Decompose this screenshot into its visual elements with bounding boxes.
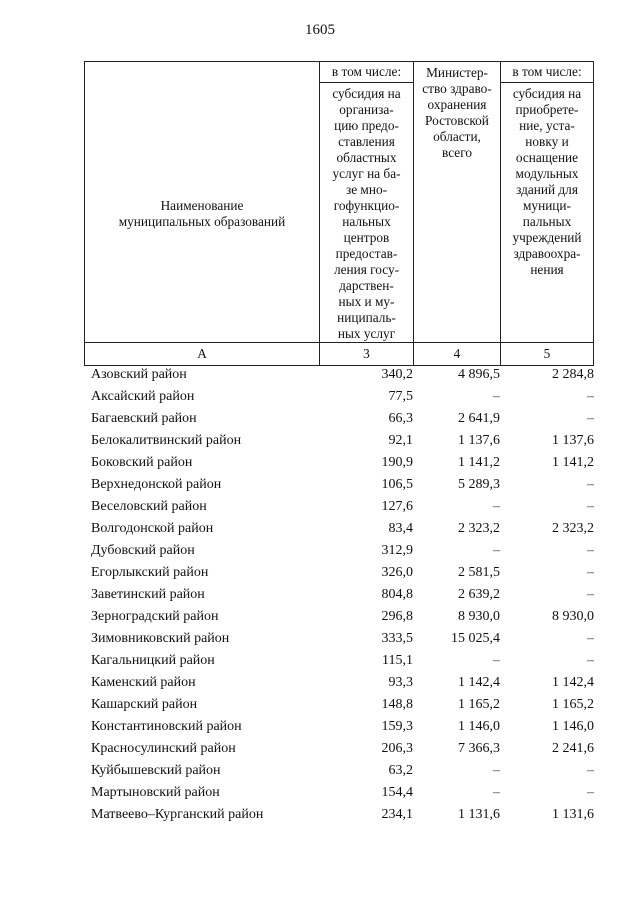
value-col4: – — [493, 785, 500, 800]
header-col4-line: охранения — [427, 97, 487, 112]
district-name: Куйбышевский район — [91, 763, 221, 778]
header-col3-line: зе мно- — [345, 182, 388, 197]
table-row — [84, 738, 594, 760]
header-col3-top: в том числе: — [320, 62, 414, 83]
value-col5: – — [587, 785, 594, 800]
header-col5-line: здравоохра- — [513, 246, 581, 261]
district-name: Белокалитвинский район — [91, 433, 242, 448]
value-col5: – — [587, 389, 594, 404]
table-row — [84, 518, 594, 540]
value-col5: 2 284,8 — [552, 367, 594, 382]
header-col3-line: субсидия на — [332, 86, 401, 101]
header-col5-line: пальных — [522, 214, 572, 229]
value-col3: 312,9 — [381, 543, 413, 558]
district-name: Кагальницкий район — [91, 653, 215, 668]
column-number-row — [85, 343, 594, 366]
header-name-column — [85, 62, 320, 343]
header-col5-top: в том числе: — [501, 62, 594, 83]
value-col3: 159,3 — [381, 719, 413, 734]
header-col5-line: ние, уста- — [519, 118, 575, 133]
column-number-3: 3 — [320, 343, 414, 366]
value-col5: 2 323,2 — [552, 521, 594, 536]
table-row — [84, 364, 594, 386]
value-col3: 106,5 — [381, 477, 413, 492]
district-name: Багаевский район — [91, 411, 197, 426]
value-col3: 66,3 — [388, 411, 413, 426]
value-col3: 190,9 — [381, 455, 413, 470]
table-row — [84, 452, 594, 474]
column-number-5: 5 — [501, 343, 594, 366]
value-col3: 154,4 — [381, 785, 413, 800]
value-col3: 234,1 — [381, 807, 413, 822]
district-name: Красносулинский район — [91, 741, 236, 756]
value-col4: 7 366,3 — [458, 741, 500, 756]
district-name: Заветинский район — [91, 587, 205, 602]
header-col3-line: ных и му- — [338, 294, 395, 309]
value-col4: – — [493, 389, 500, 404]
value-col3: 115,1 — [382, 653, 413, 668]
value-col5: – — [587, 631, 594, 646]
value-col3: 77,5 — [388, 389, 413, 404]
header-col5-line: нения — [530, 262, 564, 277]
column-number-4: 4 — [414, 343, 501, 366]
header-col5-line: муници- — [523, 198, 571, 213]
value-col4: – — [493, 543, 500, 558]
district-name: Азовский район — [91, 367, 187, 382]
district-name: Константиновский район — [91, 719, 242, 734]
table-row — [84, 430, 594, 452]
table-row — [84, 672, 594, 694]
table-row — [84, 408, 594, 430]
value-col4: 2 581,5 — [458, 565, 500, 580]
header-col4-line: Министер- — [426, 65, 488, 80]
value-col3: 206,3 — [381, 741, 413, 756]
value-col4: 1 146,0 — [458, 719, 500, 734]
value-col3: 93,3 — [388, 675, 413, 690]
header-col3-line: организа- — [339, 102, 394, 117]
value-col3: 804,8 — [381, 587, 413, 602]
header-col3-line: ных услуг — [337, 326, 396, 341]
value-col4: 1 165,2 — [458, 697, 500, 712]
value-col4: 2 639,2 — [458, 587, 500, 602]
table-row — [84, 760, 594, 782]
district-name: Каменский район — [91, 675, 196, 690]
value-col3: 340,2 — [381, 367, 413, 382]
value-col4: 1 131,6 — [458, 807, 500, 822]
table-row — [84, 628, 594, 650]
table-row — [84, 386, 594, 408]
header-col4-line: Ростовской — [425, 113, 489, 128]
district-name: Веселовский район — [91, 499, 207, 514]
value-col4: 1 141,2 — [458, 455, 500, 470]
header-col4-line: всего — [442, 145, 472, 160]
header-col3-line: дарствен- — [339, 278, 394, 293]
table-row — [84, 782, 594, 804]
header-col3-line: областных — [336, 150, 397, 165]
value-col4: – — [493, 653, 500, 668]
district-name: Аксайский район — [91, 389, 195, 404]
header-col3-line: ления госу- — [333, 262, 400, 277]
table-header — [84, 61, 594, 366]
value-col3: 63,2 — [388, 763, 413, 778]
column-number-a: А — [85, 343, 320, 366]
value-col3: 83,4 — [388, 521, 413, 536]
district-name: Мартыновский район — [91, 785, 220, 800]
header-col4-ministry — [414, 62, 501, 343]
header-name-line: муниципальных образований — [118, 214, 286, 229]
header-col3-line: услуг на ба- — [332, 166, 401, 181]
header-col5-line: оснащение — [515, 150, 579, 165]
header-col5-line: субсидия на — [512, 86, 582, 101]
district-name: Зимовниковский район — [91, 631, 230, 646]
value-col4: 1 142,4 — [458, 675, 500, 690]
value-col5: 1 146,0 — [552, 719, 594, 734]
value-col5: – — [587, 653, 594, 668]
table-row — [84, 584, 594, 606]
value-col4: 5 289,3 — [458, 477, 500, 492]
header-col3-line: нальных — [342, 214, 391, 229]
value-col3: 326,0 — [381, 565, 413, 580]
table-row — [84, 474, 594, 496]
header-col5-line: приобрете- — [515, 102, 579, 117]
value-col3: 92,1 — [388, 433, 413, 448]
district-name: Волгодонской район — [91, 521, 214, 536]
value-col4: 8 930,0 — [458, 609, 500, 624]
value-col4: – — [493, 763, 500, 778]
value-col5: – — [587, 499, 594, 514]
table-row — [84, 650, 594, 672]
header-col3-line: центров — [343, 230, 390, 245]
value-col5: 1 131,6 — [552, 807, 594, 822]
value-col5: 8 930,0 — [552, 609, 594, 624]
page-number: 1605 — [305, 22, 335, 38]
header-col5-subsidy — [501, 83, 594, 343]
value-col3: 333,5 — [381, 631, 413, 646]
value-col5: 1 142,4 — [552, 675, 594, 690]
header-col4-line: области, — [433, 129, 481, 144]
value-col5: 1 165,2 — [552, 697, 594, 712]
value-col5: – — [587, 565, 594, 580]
district-name: Верхнедонской район — [91, 477, 222, 492]
district-name: Егорлыкский район — [91, 565, 209, 580]
header-col3-line: ниципаль- — [337, 310, 396, 325]
table-row — [84, 496, 594, 518]
district-name: Боковский район — [91, 455, 193, 470]
table-body — [84, 364, 594, 826]
header-col3-subsidy — [320, 83, 414, 343]
value-col5: 1 137,6 — [552, 433, 594, 448]
value-col4: 15 025,4 — [451, 631, 500, 646]
header-name-line: Наименование — [160, 198, 244, 213]
value-col3: 127,6 — [381, 499, 413, 514]
value-col3: 296,8 — [381, 609, 413, 624]
district-name: Дубовский район — [91, 543, 195, 558]
header-col3-line: ставления — [338, 134, 395, 149]
table-row — [84, 540, 594, 562]
value-col4: 1 137,6 — [458, 433, 500, 448]
value-col4: – — [493, 499, 500, 514]
header-col3-line: гофункцио- — [333, 198, 400, 213]
header-col5-line: зданий для — [516, 182, 578, 197]
table-row — [84, 562, 594, 584]
table-row — [84, 804, 594, 826]
header-col5-line: модульных — [515, 166, 579, 181]
value-col5: – — [587, 411, 594, 426]
table-row — [84, 716, 594, 738]
header-col5-line: новку и — [525, 134, 569, 149]
value-col3: 148,8 — [381, 697, 413, 712]
value-col5: 2 241,6 — [552, 741, 594, 756]
header-col4-line: ство здраво- — [422, 81, 492, 96]
district-name: Зерноградский район — [91, 609, 219, 624]
district-name: Кашарский район — [91, 697, 198, 712]
table-row — [84, 694, 594, 716]
header-col3-line: цию предо- — [334, 118, 399, 133]
value-col5: – — [587, 587, 594, 602]
value-col5: – — [587, 763, 594, 778]
table-row — [84, 606, 594, 628]
value-col5: 1 141,2 — [552, 455, 594, 470]
value-col5: – — [587, 477, 594, 492]
value-col5: – — [587, 543, 594, 558]
value-col4: 2 323,2 — [458, 521, 500, 536]
value-col4: 4 896,5 — [458, 367, 500, 382]
district-name: Матвеево–Курганский район — [91, 807, 264, 822]
header-col3-line: предостав- — [335, 246, 398, 261]
header-col5-line: учреждений — [512, 230, 582, 245]
value-col4: 2 641,9 — [458, 411, 500, 426]
